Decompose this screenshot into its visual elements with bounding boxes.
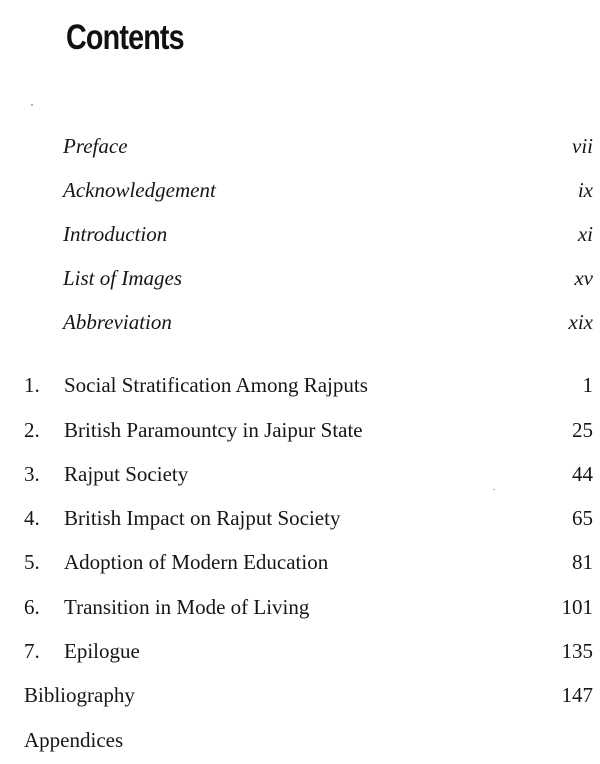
- back-matter-item[interactable]: [0, 683, 600, 713]
- front-matter-page: xv: [574, 266, 593, 290]
- chapter-title: Rajput Society: [64, 462, 189, 486]
- chapter-number: 4.: [24, 506, 40, 530]
- front-matter-label: Acknowledgement: [63, 178, 216, 202]
- chapter-item[interactable]: [0, 506, 600, 536]
- chapter-title: Epilogue: [64, 639, 140, 663]
- chapter-number: 6.: [24, 595, 40, 619]
- chapter-item[interactable]: [0, 639, 600, 669]
- chapter-number: 2.: [24, 418, 40, 442]
- front-matter-item[interactable]: [0, 178, 600, 208]
- front-matter-page: ix: [577, 178, 593, 202]
- chapter-item[interactable]: [0, 550, 600, 580]
- chapter-page: 44: [572, 462, 593, 486]
- front-matter-label: Preface: [63, 134, 128, 158]
- back-matter-label: Appendices: [24, 728, 124, 752]
- chapter-page: 101: [561, 595, 593, 619]
- back-matter-item[interactable]: [0, 728, 600, 758]
- chapter-item[interactable]: [0, 373, 600, 403]
- chapter-number: 3.: [24, 462, 40, 486]
- chapter-title: British Impact on Rajput Society: [64, 506, 341, 530]
- chapter-item[interactable]: [0, 462, 600, 492]
- chapter-number: 1.: [24, 373, 40, 397]
- front-matter-label: Abbreviation: [63, 310, 172, 334]
- chapter-page: 81: [572, 550, 593, 574]
- print-speck: [31, 104, 33, 106]
- front-matter-label: List of Images: [63, 266, 183, 290]
- chapter-item[interactable]: [0, 595, 600, 625]
- page-title: Contents: [66, 18, 184, 57]
- chapter-title: British Paramountcy in Jaipur State: [64, 418, 363, 442]
- chapter-title: Transition in Mode of Living: [64, 595, 310, 619]
- chapter-page: 1: [582, 373, 593, 397]
- front-matter-item[interactable]: [0, 266, 600, 296]
- front-matter-item[interactable]: [0, 310, 600, 340]
- back-matter-label: Bibliography: [24, 683, 135, 707]
- chapter-number: 5.: [24, 550, 40, 574]
- chapter-page: 25: [572, 418, 593, 442]
- back-matter-page: 147: [561, 683, 593, 707]
- front-matter-item[interactable]: [0, 222, 600, 252]
- chapter-title: Adoption of Modern Education: [64, 550, 329, 574]
- front-matter-page: vii: [572, 134, 593, 158]
- front-matter-item[interactable]: [0, 134, 600, 164]
- front-matter-label: Introduction: [63, 222, 168, 246]
- front-matter-page: xix: [568, 310, 593, 334]
- chapter-page: 135: [561, 639, 593, 663]
- chapter-title: Social Stratification Among Rajputs: [64, 373, 368, 397]
- chapter-number: 7.: [24, 639, 40, 663]
- chapter-page: 65: [572, 506, 593, 530]
- chapter-item[interactable]: [0, 418, 600, 448]
- front-matter-page: xi: [577, 222, 593, 246]
